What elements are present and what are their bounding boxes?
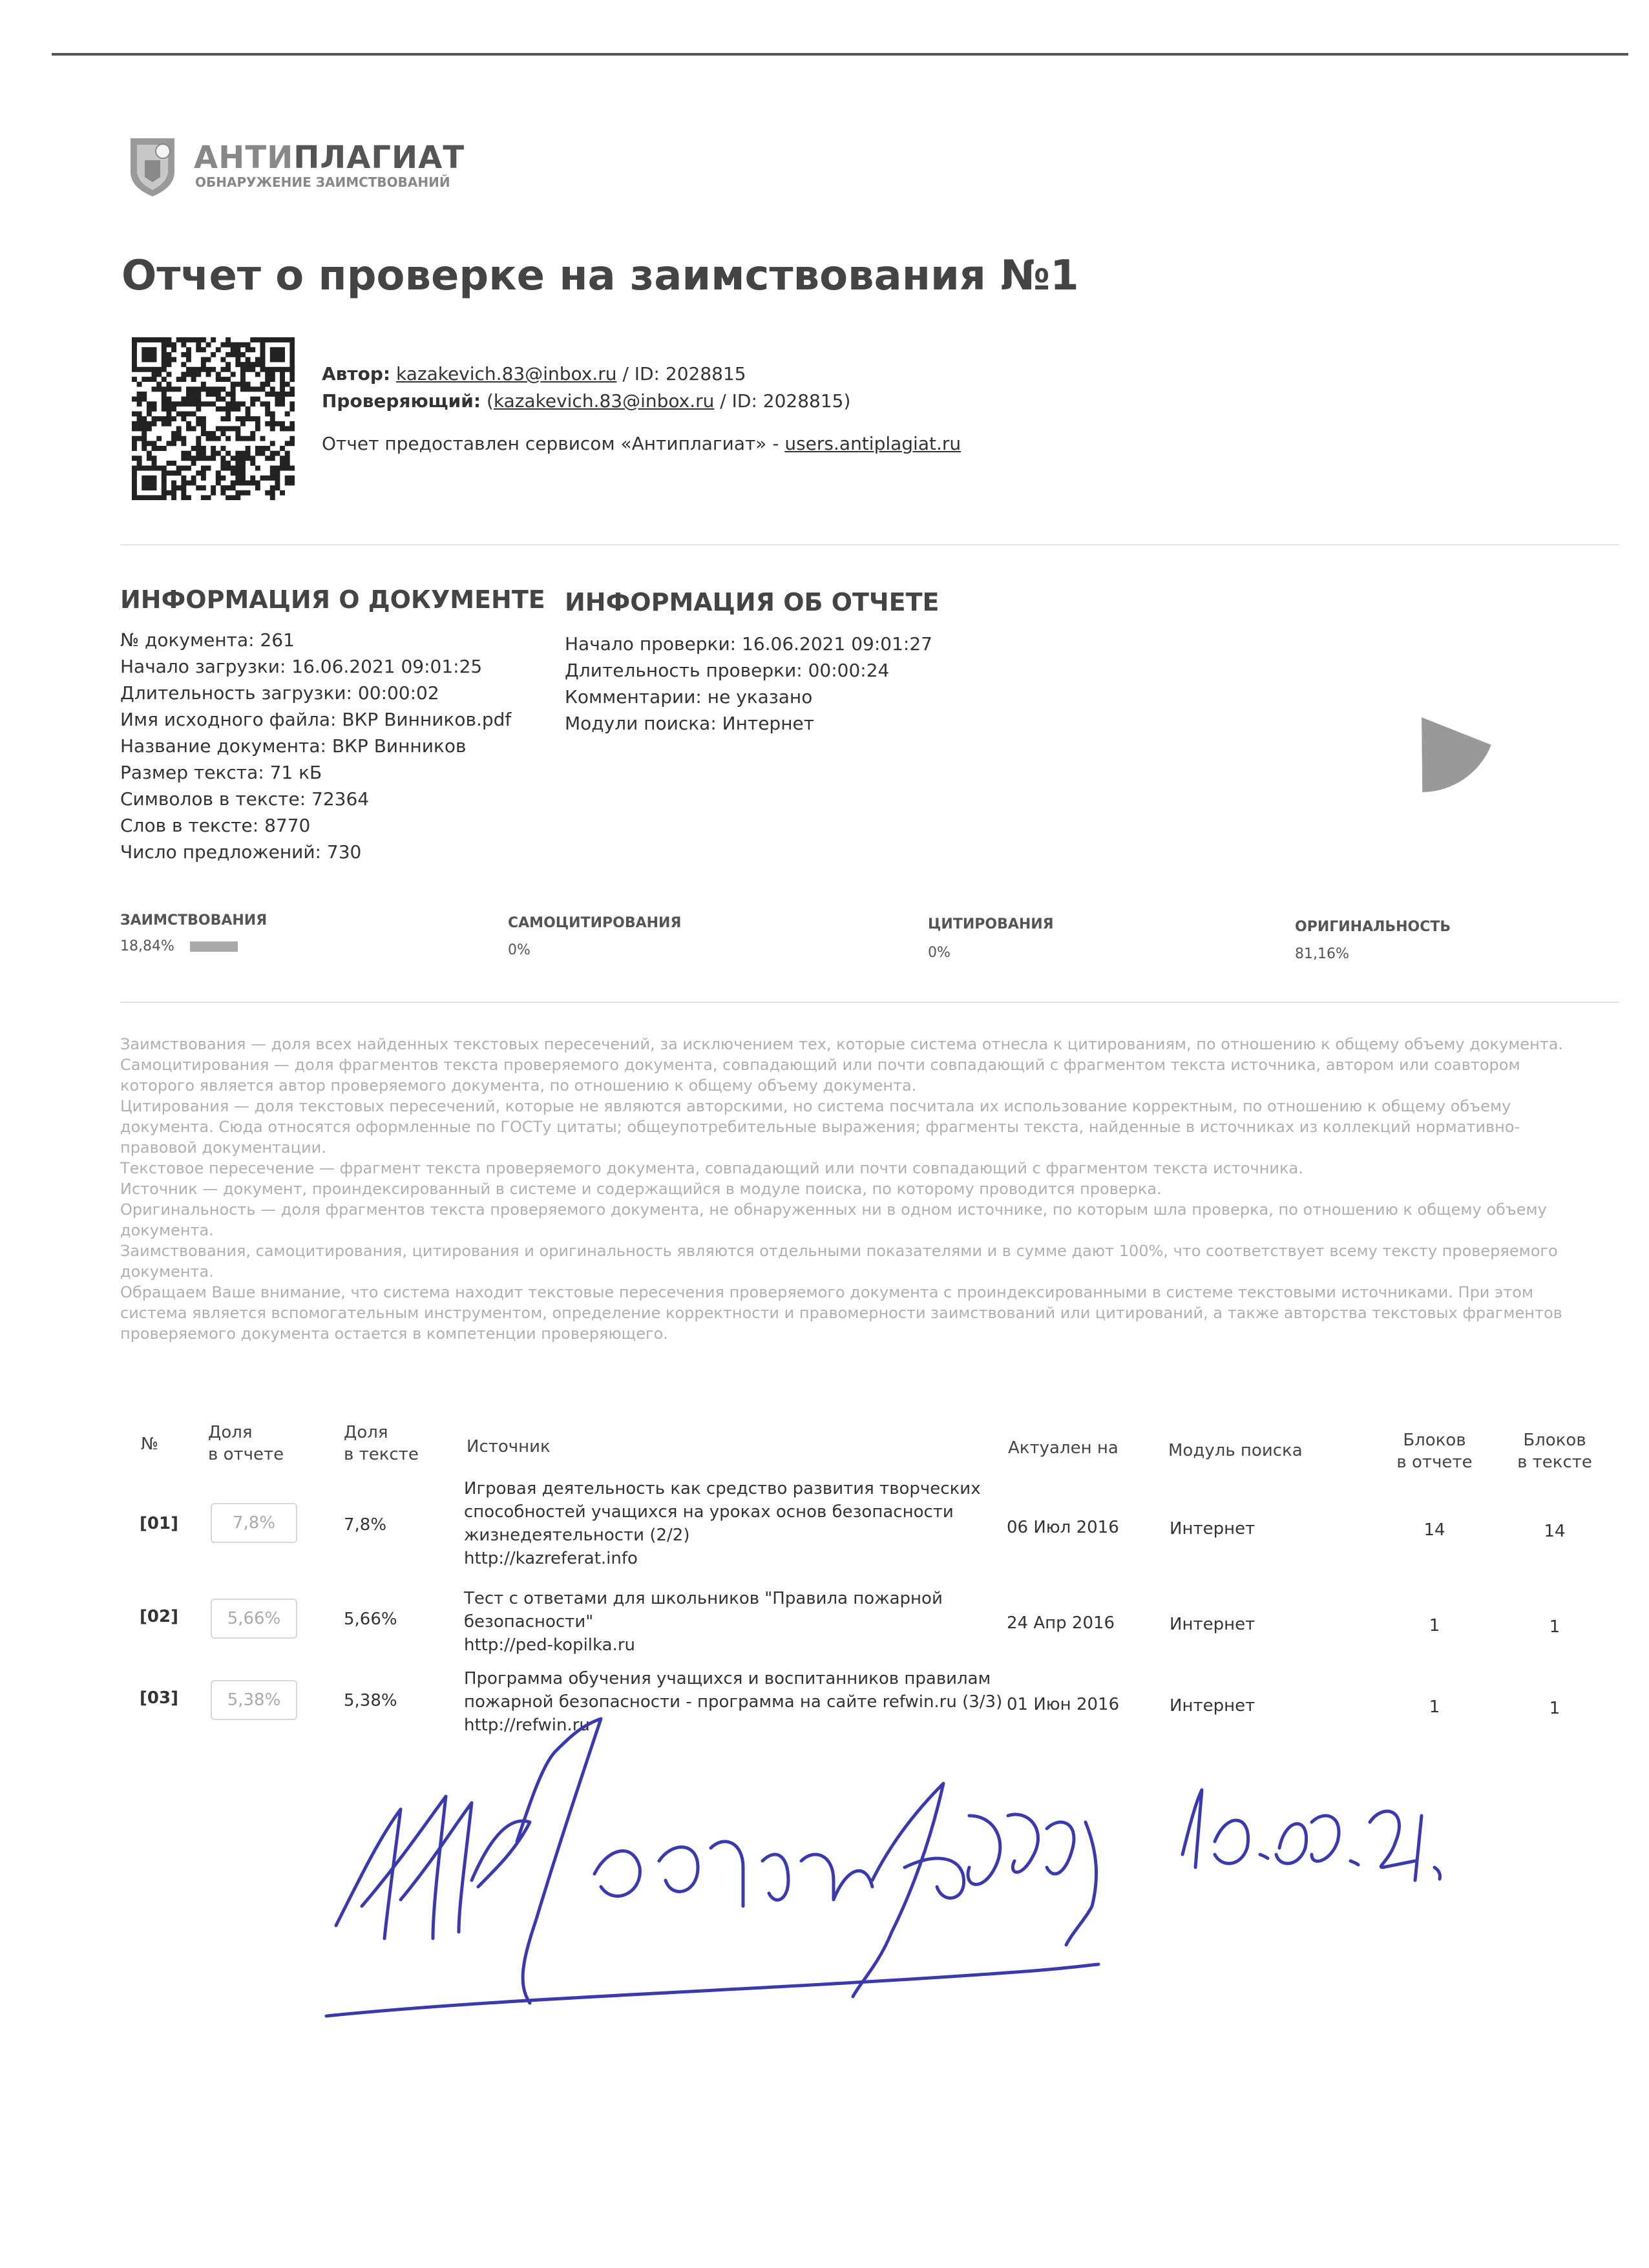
- row-03-source-url[interactable]: http://refwin.ru: [464, 1716, 590, 1735]
- handwritten-signature: [323, 1712, 1460, 2048]
- stat-cite-label: ЦИТИРОВАНИЯ: [928, 916, 1054, 932]
- doc-info-line: Слов в тексте: 8770: [120, 815, 311, 836]
- legal-line: Заимствования, самоцитирования, цитирования и оригинальность являются отдельными показателями и в сумме дают 100%, что соответствует всему тексту проверяемого: [120, 1242, 1558, 1260]
- row-01-blocks-text: 14: [1544, 1522, 1566, 1541]
- report-info-list: [565, 631, 932, 737]
- th-blocks-report: Блоков в отчете: [1396, 1431, 1473, 1472]
- logo-wordmark: АНТИПЛАГИАТ: [194, 140, 465, 176]
- row-03-module: Интернет: [1170, 1696, 1255, 1716]
- th-blocks-text: Блоков в тексте: [1517, 1431, 1592, 1472]
- author-line: Автор: kazakevich.83@inbox.ru / ID: 2028815: [322, 363, 746, 384]
- legal-line: система является вспомогательным инструментом, определение корректности и правомерности заимствований или цитирований, а также авторства текстовых фрагментов: [120, 1304, 1562, 1322]
- legal-line: Самоцитирования — доля фрагментов текста проверяемого документа, совпадающий или почти совпадающий с фрагментом текста источника, автором или соавтором: [120, 1056, 1520, 1074]
- legal-line: Источник — документ, проиндексированный в системе и содержащийся в модуле поиска, по которому проводится проверка.: [120, 1180, 1162, 1198]
- legal-line: Цитирования — доля текстовых пересечений, которые не являются авторскими, но система посчитала их использование корректным, по отношению к общему объему: [120, 1097, 1511, 1115]
- author-email-link[interactable]: kazakevich.83@inbox.ru: [396, 363, 617, 384]
- legal-line: которого является автор проверяемого документа, по отношению к общему объему документа.: [120, 1076, 917, 1095]
- stat-self-label: САМОЦИТИРОВАНИЯ: [508, 915, 682, 931]
- checker-email-link[interactable]: kazakevich.83@inbox.ru: [493, 390, 715, 412]
- separator: [120, 544, 1619, 545]
- report-info-title: ИНФОРМАЦИЯ ОБ ОТЧЕТЕ: [565, 588, 940, 616]
- row-02-blocks-report: 1: [1429, 1616, 1440, 1635]
- row-01-share-report[interactable]: 7,8%: [211, 1503, 297, 1543]
- stat-orig-label: ОРИГИНАЛЬНОСТЬ: [1295, 919, 1451, 935]
- th-source: Источник: [467, 1437, 551, 1456]
- row-02-actual: 24 Апр 2016: [1007, 1613, 1115, 1633]
- row-01-number: [01]: [140, 1514, 178, 1533]
- doc-info-line: № документа: 261: [120, 629, 295, 651]
- row-02-blocks-text: 1: [1549, 1617, 1560, 1637]
- doc-info-list: [120, 627, 511, 865]
- row-01-blocks-report: 14: [1423, 1520, 1445, 1540]
- legal-line: документа. Сюда относятся оформленные по ГОСТу цитаты; общеупотребительные выражения; фрагменты текста, найденные в источниках из коллекций нормативно-: [120, 1118, 1520, 1136]
- doc-info-line: Символов в тексте: 72364: [120, 788, 370, 810]
- report-info-line: Начало проверки: 16.06.2021 09:01:27: [565, 633, 932, 655]
- row-02-module: Интернет: [1170, 1615, 1255, 1634]
- th-no: №: [141, 1434, 159, 1454]
- report-info-line: Комментарии: не указано: [565, 686, 813, 708]
- page-title: Отчет о проверке на заимствования №1: [121, 252, 1079, 300]
- qr-code-icon: [132, 337, 295, 500]
- legal-line: документа.: [120, 1221, 214, 1239]
- doc-info-title: ИНФОРМАЦИЯ О ДОКУМЕНТЕ: [120, 585, 545, 614]
- stat-cite-value: 0%: [928, 945, 951, 961]
- row-02-source: Тест с ответами для школьников "Правила пожарной безопасности" http://ped-kopilka.ru: [464, 1587, 943, 1657]
- legal-line: Оригинальность — доля фрагментов текста проверяемого документа, не обнаруженных ни в одном источнике, по которым шла проверка, по отношению к общему объему: [120, 1201, 1547, 1219]
- stat-borrow-value: 18,84%: [120, 938, 174, 954]
- row-02-share-report[interactable]: 5,66%: [211, 1599, 297, 1639]
- doc-info-line: Название документа: ВКР Винников: [120, 735, 467, 757]
- row-01-actual: 06 Июл 2016: [1007, 1518, 1119, 1537]
- report-info-line: Длительность проверки: 00:00:24: [565, 660, 890, 681]
- top-rule: [52, 53, 1628, 56]
- doc-info-line: Число предложений: 730: [120, 841, 362, 863]
- row-03-blocks-text: 1: [1549, 1699, 1560, 1718]
- legal-line: Обращаем Ваше внимание, что система находит текстовые пересечения проверяемого документа с проиндексированными в системе текстовыми источниками. При этом: [120, 1283, 1533, 1301]
- row-03-actual: 01 Июн 2016: [1007, 1695, 1120, 1714]
- th-share-report: Доля в отчете: [208, 1423, 284, 1464]
- legal-notes: [120, 1034, 1619, 1344]
- legal-line: проверяемого документа остается в компетенции проверяющего.: [120, 1325, 668, 1343]
- row-01-source: Игровая деятельность как средство развития творческих способностей учащихся на уроках основ безопасности жизнедеятельности (2/2) http://kazreferat.info: [464, 1477, 981, 1570]
- row-02-source-url[interactable]: http://ped-kopilka.ru: [464, 1635, 635, 1655]
- doc-info-line: Имя исходного файла: ВКР Винников.pdf: [120, 709, 512, 730]
- th-module: Модуль поиска: [1168, 1441, 1303, 1460]
- row-03-blocks-report: 1: [1429, 1697, 1440, 1717]
- stat-orig-value: 81,16%: [1295, 946, 1349, 962]
- antiplagiat-logo-icon: [127, 134, 178, 199]
- report-info-line: Модули поиска: Интернет: [565, 713, 815, 734]
- doc-info-line: Начало загрузки: 16.06.2021 09:01:25: [120, 656, 483, 677]
- legal-line: Текстовое пересечение — фрагмент текста проверяемого документа, совпадающий или почти совпадающий с фрагментом текста источника.: [120, 1159, 1303, 1177]
- service-line: Отчет предоставлен сервисом «Антиплагиат» - users.antiplagiat.ru: [322, 433, 961, 454]
- stat-self-value: 0%: [508, 942, 530, 958]
- stat-borrow-label: ЗАИМСТВОВАНИЯ: [120, 912, 268, 929]
- logo-subtitle: ОБНАРУЖЕНИЕ ЗАИМСТВОВАНИЙ: [195, 174, 450, 190]
- row-02-share-text: 5,66%: [344, 1610, 397, 1629]
- row-02-number: [02]: [140, 1607, 178, 1626]
- legal-line: Заимствования — доля всех найденных текстовых пересечений, за исключением тех, которые система отнесла к цитированиям, по отношению к общему объему документа.: [120, 1035, 1564, 1053]
- row-03-number: [03]: [140, 1688, 178, 1708]
- th-share-text: Доля в тексте: [344, 1423, 419, 1464]
- row-03-share-text: 5,38%: [344, 1691, 397, 1710]
- legal-line: документа.: [120, 1263, 214, 1281]
- legal-line: правовой документации.: [120, 1139, 326, 1157]
- originality-pie-chart: [1344, 640, 1499, 795]
- doc-info-line: Размер текста: 71 кБ: [120, 762, 322, 783]
- doc-info-line: Длительность загрузки: 00:00:02: [120, 682, 439, 704]
- separator: [120, 1002, 1619, 1003]
- row-01-module: Интернет: [1170, 1519, 1255, 1538]
- service-link[interactable]: users.antiplagiat.ru: [784, 433, 961, 454]
- checker-line: Проверяющий: (kazakevich.83@inbox.ru / ID: 2028815): [322, 390, 851, 412]
- row-03-share-report[interactable]: 5,38%: [211, 1680, 297, 1720]
- th-actual: Актуален на: [1008, 1438, 1119, 1458]
- row-01-source-url[interactable]: http://kazreferat.info: [464, 1549, 638, 1568]
- stat-borrow-bar: [190, 941, 238, 952]
- row-01-share-text: 7,8%: [344, 1515, 387, 1535]
- row-03-source: Программа обучения учащихся и воспитанников правилам пожарной безопасности - программа на сайте refwin.ru (3/3) http://refwin.ru: [464, 1667, 1002, 1737]
